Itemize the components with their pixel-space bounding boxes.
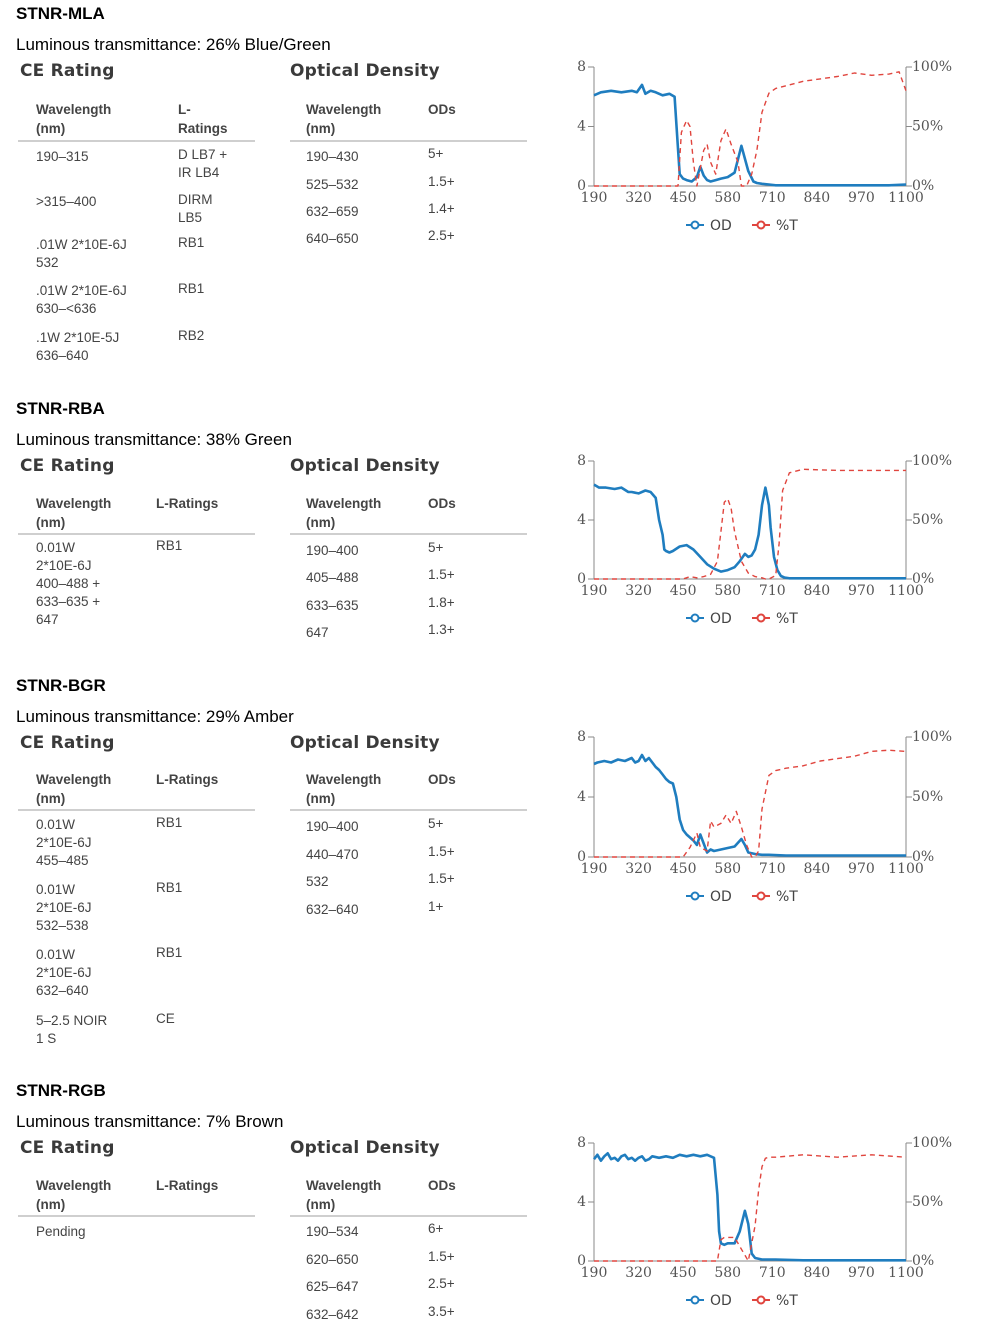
x-tick-label: 970 <box>848 1265 875 1281</box>
od-row-od-value: 6+ <box>428 1221 444 1236</box>
od-row-wavelength: 190–400 <box>306 543 359 558</box>
luminous-transmittance: Luminous transmittance: 29% Amber <box>16 707 294 726</box>
od-series-line <box>594 85 906 185</box>
od-row-od-value: 1.8+ <box>428 595 455 610</box>
od-row-od-value: 1.3+ <box>428 622 455 637</box>
x-tick-label: 580 <box>714 190 742 206</box>
x-tick-label: 450 <box>669 1265 697 1281</box>
ce-row-wavelength: 0.01W 2*10E-6J 532–538 <box>36 882 92 933</box>
x-tick-label: 840 <box>803 583 831 599</box>
x-tick-label: 190 <box>580 861 608 877</box>
od-row-od-value: 1.5+ <box>428 1249 455 1264</box>
ce-row-wavelength: Pending <box>36 1224 86 1239</box>
ce-header-wavelength: Wavelength (nm) <box>36 772 112 806</box>
ce-row-wavelength: .1W 2*10E-5J 636–640 <box>36 330 120 363</box>
legend-marker <box>758 893 765 900</box>
ce-row-l-rating: CE <box>156 1011 175 1026</box>
left-tick-label: 4 <box>577 118 586 135</box>
od-series-line <box>594 1153 906 1260</box>
od-header-ods: ODs <box>428 772 456 787</box>
ce-header-wavelength: Wavelength (nm) <box>36 102 112 136</box>
ce-row-wavelength: 190–315 <box>36 149 89 164</box>
ce-header-l-ratings: L-Ratings <box>156 496 219 511</box>
product-name: STNR-MLA <box>16 4 105 23</box>
od-row-wavelength: 632–642 <box>306 1307 359 1322</box>
legend-label: OD <box>710 218 732 234</box>
legend-marker <box>692 1297 699 1304</box>
od-table-divider <box>290 533 527 535</box>
x-tick-label: 450 <box>669 190 697 206</box>
legend-label: %T <box>776 889 798 905</box>
legend-marker <box>758 222 765 229</box>
ce-header-wavelength: Wavelength (nm) <box>36 1178 112 1212</box>
od-row-wavelength: 632–640 <box>306 902 359 917</box>
ce-header-wavelength: Wavelength (nm) <box>36 496 112 530</box>
ce-row-wavelength: 0.01W 2*10E-6J 455–485 <box>36 817 92 868</box>
ce-row-l-rating: D LB7 + IR LB4 <box>178 147 228 180</box>
x-tick-label: 840 <box>803 190 831 206</box>
od-row-wavelength: 532 <box>306 874 329 889</box>
right-tick-label: 0% <box>912 178 935 194</box>
x-tick-label: 190 <box>580 1265 608 1281</box>
od-row-od-value: 1+ <box>428 899 444 914</box>
right-tick-label: 0% <box>912 849 935 865</box>
left-tick-label: 0 <box>577 1253 586 1269</box>
od-row-od-value: 1.5+ <box>428 174 455 189</box>
x-tick-label: 190 <box>580 190 608 206</box>
od-row-od-value: 1.4+ <box>428 201 455 216</box>
x-tick-label: 580 <box>714 583 742 599</box>
transmittance-series-line <box>594 72 906 186</box>
x-tick-label: 320 <box>625 190 652 206</box>
x-tick-label: 580 <box>714 861 742 877</box>
ce-rating-heading: CE Rating <box>20 733 115 753</box>
od-row-od-value: 5+ <box>428 540 444 555</box>
ce-row-l-rating: RB1 <box>156 945 183 960</box>
optical-density-heading: Optical Density <box>290 456 440 476</box>
od-header-wavelength: Wavelength (nm) <box>306 496 382 530</box>
ce-rating-heading: CE Rating <box>20 456 115 476</box>
od-row-wavelength: 632–659 <box>306 204 359 219</box>
x-tick-label: 710 <box>758 861 786 877</box>
ce-row-wavelength: 0.01W 2*10E-6J 632–640 <box>36 947 92 998</box>
chart-legend <box>686 218 798 234</box>
x-tick-label: 1100 <box>888 1265 924 1281</box>
transmittance-series-line <box>594 469 906 579</box>
x-tick-label: 710 <box>758 190 786 206</box>
x-tick-label: 1100 <box>888 583 924 599</box>
right-tick-label: 100% <box>912 729 953 745</box>
od-header-ods: ODs <box>428 1178 456 1193</box>
right-tick-label: 100% <box>912 1135 953 1151</box>
left-tick-label: 8 <box>577 453 586 469</box>
right-tick-label: 50% <box>912 789 944 805</box>
ce-row-l-rating: RB2 <box>178 328 205 343</box>
x-tick-label: 840 <box>803 1265 831 1281</box>
x-tick-label: 1100 <box>888 861 924 877</box>
od-series-line <box>594 755 906 856</box>
od-row-od-value: 2.5+ <box>428 228 455 243</box>
luminous-transmittance: Luminous transmittance: 38% Green <box>16 430 292 449</box>
left-tick-label: 8 <box>577 59 586 75</box>
legend-label: %T <box>776 1293 798 1309</box>
legend-marker <box>758 615 765 622</box>
right-tick-label: 100% <box>912 59 953 75</box>
ce-row-wavelength: .01W 2*10E-6J 630–<636 <box>36 283 127 316</box>
x-tick-label: 1100 <box>888 190 924 206</box>
ce-header-l-ratings: L-Ratings <box>156 1178 219 1193</box>
ce-row-wavelength: 0.01W 2*10E-6J 400–488 + 633–635 + 647 <box>36 540 101 627</box>
od-table-divider <box>290 1215 527 1217</box>
x-tick-label: 580 <box>714 1265 742 1281</box>
ce-table-divider <box>18 140 255 142</box>
od-header-wavelength: Wavelength (nm) <box>306 1178 382 1212</box>
od-header-wavelength: Wavelength (nm) <box>306 102 382 136</box>
od-row-wavelength: 190–534 <box>306 1224 359 1239</box>
product-name: STNR-RBA <box>16 399 105 418</box>
luminous-transmittance: Luminous transmittance: 26% Blue/Green <box>16 35 331 54</box>
od-row-od-value: 3.5+ <box>428 1304 455 1319</box>
legend-marker <box>758 1297 765 1304</box>
x-tick-label: 320 <box>625 861 652 877</box>
optical-density-heading: Optical Density <box>290 1138 440 1158</box>
x-tick-label: 970 <box>848 861 875 877</box>
od-row-wavelength: 440–470 <box>306 847 359 862</box>
right-tick-label: 50% <box>912 118 944 135</box>
transmittance-series-line <box>594 750 906 857</box>
legend-label: %T <box>776 218 798 234</box>
right-tick-label: 0% <box>912 571 935 587</box>
ce-row-wavelength: 5–2.5 NOIR 1 S <box>36 1013 108 1046</box>
od-header-ods: ODs <box>428 496 456 511</box>
ce-row-l-rating: RB1 <box>156 538 183 553</box>
chart-legend <box>686 889 798 905</box>
right-tick-label: 0% <box>912 1253 935 1269</box>
left-tick-label: 8 <box>577 729 586 745</box>
product-name: STNR-BGR <box>16 676 106 695</box>
ce-table-divider <box>18 1215 255 1217</box>
luminous-transmittance: Luminous transmittance: 7% Brown <box>16 1112 284 1131</box>
left-tick-label: 4 <box>577 512 586 528</box>
od-table-divider <box>290 809 527 811</box>
chart-legend <box>686 1293 798 1309</box>
legend-label: OD <box>710 1293 732 1309</box>
ce-header-l-ratings: L-Ratings <box>156 772 219 787</box>
ce-header-l-ratings: L- Ratings <box>178 102 228 136</box>
od-header-wavelength: Wavelength (nm) <box>306 772 382 806</box>
optical-density-heading: Optical Density <box>290 733 440 753</box>
x-tick-label: 970 <box>848 190 875 206</box>
od-row-od-value: 2.5+ <box>428 1276 455 1291</box>
left-tick-label: 0 <box>577 178 586 194</box>
od-row-od-value: 5+ <box>428 816 444 831</box>
od-row-od-value: 1.5+ <box>428 567 455 582</box>
left-tick-label: 4 <box>577 789 586 805</box>
od-row-wavelength: 405–488 <box>306 570 359 585</box>
product-name: STNR-RGB <box>16 1081 106 1100</box>
legend-label: OD <box>710 889 732 905</box>
od-row-od-value: 1.5+ <box>428 871 455 886</box>
ce-row-wavelength: .01W 2*10E-6J 532 <box>36 237 127 270</box>
x-tick-label: 190 <box>580 583 608 599</box>
legend-marker <box>692 615 699 622</box>
chart-legend <box>686 611 798 627</box>
od-row-wavelength: 190–400 <box>306 819 359 834</box>
ce-rating-heading: CE Rating <box>20 1138 115 1158</box>
left-tick-label: 8 <box>577 1135 586 1151</box>
od-table-divider <box>290 140 527 142</box>
right-tick-label: 50% <box>912 512 944 528</box>
ce-row-l-rating: DIRM LB5 <box>178 192 213 225</box>
od-row-wavelength: 625–647 <box>306 1279 359 1294</box>
optical-density-heading: Optical Density <box>290 61 440 81</box>
ce-row-l-rating: RB1 <box>178 281 205 296</box>
right-tick-label: 100% <box>912 453 953 469</box>
od-row-wavelength: 190–430 <box>306 149 359 164</box>
ce-row-l-rating: RB1 <box>178 235 205 250</box>
ce-row-wavelength: >315–400 <box>36 194 97 209</box>
ce-row-l-rating: RB1 <box>156 815 183 830</box>
ce-table-divider <box>18 533 255 535</box>
od-row-wavelength: 525–532 <box>306 177 359 192</box>
od-series-line <box>594 485 906 579</box>
x-tick-label: 320 <box>625 1265 652 1281</box>
legend-marker <box>692 893 699 900</box>
legend-label: OD <box>710 611 732 627</box>
left-tick-label: 0 <box>577 571 586 587</box>
od-row-wavelength: 640–650 <box>306 231 359 246</box>
x-tick-label: 970 <box>848 583 875 599</box>
od-row-wavelength: 647 <box>306 625 329 640</box>
legend-marker <box>692 222 699 229</box>
x-tick-label: 710 <box>758 1265 786 1281</box>
od-row-od-value: 5+ <box>428 146 444 161</box>
ce-rating-heading: CE Rating <box>20 61 115 81</box>
left-tick-label: 4 <box>577 1194 586 1210</box>
od-row-wavelength: 620–650 <box>306 1252 359 1267</box>
od-header-ods: ODs <box>428 102 456 117</box>
transmittance-series-line <box>594 1155 906 1261</box>
left-tick-label: 0 <box>577 849 586 865</box>
x-tick-label: 450 <box>669 861 697 877</box>
x-tick-label: 320 <box>625 583 652 599</box>
legend-label: %T <box>776 611 798 627</box>
x-tick-label: 450 <box>669 583 697 599</box>
od-row-wavelength: 633–635 <box>306 598 359 613</box>
x-tick-label: 840 <box>803 861 831 877</box>
x-tick-label: 710 <box>758 583 786 599</box>
right-tick-label: 50% <box>912 1194 944 1210</box>
ce-table-divider <box>18 809 255 811</box>
od-row-od-value: 1.5+ <box>428 844 455 859</box>
ce-row-l-rating: RB1 <box>156 880 183 895</box>
